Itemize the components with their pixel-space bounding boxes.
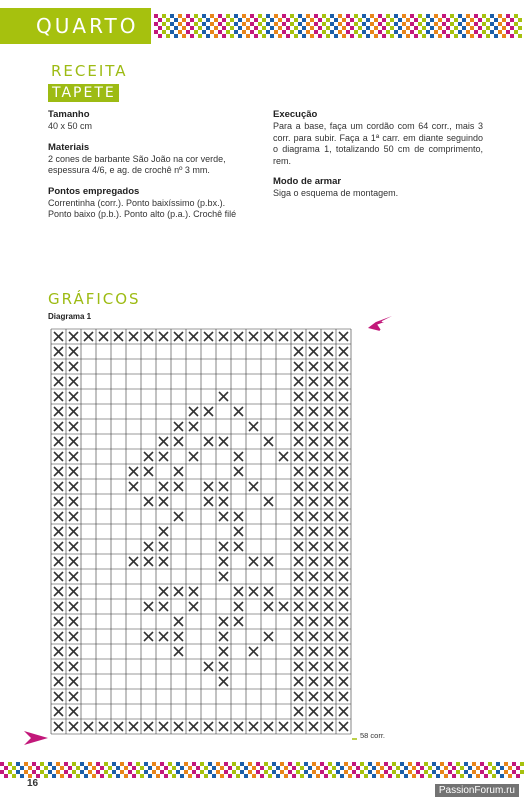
filled-cell <box>219 512 228 521</box>
filled-cell <box>69 452 78 461</box>
filled-cell <box>69 467 78 476</box>
filled-cell <box>189 602 198 611</box>
filled-cell <box>294 587 303 596</box>
filled-cell <box>54 392 63 401</box>
filled-cell <box>54 497 63 506</box>
pontos-heading: Pontos empregados <box>48 185 140 197</box>
filled-cell <box>219 647 228 656</box>
filled-cell <box>324 632 333 641</box>
filled-cell <box>309 362 318 371</box>
filled-cell <box>219 617 228 626</box>
filled-cell <box>69 602 78 611</box>
filled-cell <box>339 437 348 446</box>
filled-cell <box>309 617 318 626</box>
filled-cell <box>339 362 348 371</box>
filled-cell <box>69 587 78 596</box>
filled-cell <box>309 482 318 491</box>
filled-cell <box>144 632 153 641</box>
modo-heading: Modo de armar <box>273 176 342 187</box>
filled-cell <box>324 677 333 686</box>
filled-cell <box>294 677 303 686</box>
filled-cell <box>294 512 303 521</box>
filled-cell <box>339 392 348 401</box>
filled-cell <box>279 332 288 341</box>
filled-cell <box>114 332 123 341</box>
filled-cell <box>204 437 213 446</box>
filled-cell <box>339 557 348 566</box>
filled-cell <box>84 722 93 731</box>
filled-cell <box>339 422 348 431</box>
filled-cell <box>339 722 348 731</box>
filled-cell <box>54 452 63 461</box>
filled-cell <box>159 437 168 446</box>
filled-cell <box>219 677 228 686</box>
filled-cell <box>339 662 348 671</box>
filled-cell <box>219 662 228 671</box>
filled-cell <box>264 557 273 566</box>
filled-cell <box>204 407 213 416</box>
filled-cell <box>69 497 78 506</box>
filled-cell <box>54 377 63 386</box>
filled-cell <box>339 512 348 521</box>
filled-cell <box>69 482 78 491</box>
filled-cell <box>234 587 243 596</box>
filled-cell <box>54 662 63 671</box>
filled-cell <box>189 422 198 431</box>
filled-cell <box>174 512 183 521</box>
filled-cell <box>129 467 138 476</box>
filled-cell <box>324 512 333 521</box>
filled-cell <box>69 392 78 401</box>
recipe-subtitle: TAPETE <box>48 84 119 102</box>
filled-cell <box>339 602 348 611</box>
filled-cell <box>339 527 348 536</box>
filled-cell <box>309 692 318 701</box>
filled-cell <box>339 677 348 686</box>
filled-cell <box>249 557 258 566</box>
filled-cell <box>249 482 258 491</box>
filled-cell <box>234 467 243 476</box>
materiais-text: 2 cones de barbante São João na cor verde, espessura 4/6, e ag. de crochê nº 3 mm. <box>48 153 226 175</box>
filled-cell <box>189 332 198 341</box>
filled-cell <box>159 542 168 551</box>
filled-cell <box>54 482 63 491</box>
filled-cell <box>54 512 63 521</box>
filled-cell <box>234 722 243 731</box>
tamanho-heading: Tamanho <box>48 109 90 120</box>
filled-cell <box>174 467 183 476</box>
filled-cell <box>309 677 318 686</box>
filled-cell <box>144 602 153 611</box>
filled-cell <box>234 542 243 551</box>
corr-label: 58 corr. <box>360 731 386 740</box>
filled-cell <box>324 692 333 701</box>
filled-cell <box>69 692 78 701</box>
filled-cell <box>279 452 288 461</box>
filled-cell <box>294 422 303 431</box>
filled-cell <box>69 647 78 656</box>
filled-cell <box>54 707 63 716</box>
filled-cell <box>324 647 333 656</box>
filled-cell <box>309 377 318 386</box>
filled-cell <box>309 332 318 341</box>
filled-cell <box>264 722 273 731</box>
filled-cell <box>219 557 228 566</box>
filled-cell <box>294 452 303 461</box>
filled-cell <box>339 707 348 716</box>
filled-cell <box>309 512 318 521</box>
filled-cell <box>309 467 318 476</box>
filled-cell <box>159 722 168 731</box>
filled-cell <box>339 617 348 626</box>
modo-text: Siga o esquema de montagem. <box>273 188 399 198</box>
filled-cell <box>219 572 228 581</box>
filled-cell <box>189 722 198 731</box>
execucao-text: Para a base, faça um cordão com 64 corr., mais 3 corr. para subir. Faça a 1ª carr. em diante seguindo o diagrama 1, totalizando 50 cm de comprimento, rem. <box>273 121 483 166</box>
filled-cell <box>159 497 168 506</box>
filled-cell <box>339 377 348 386</box>
filled-cell <box>204 482 213 491</box>
filled-cell <box>309 722 318 731</box>
tamanho-text: 40 x 50 cm <box>48 121 93 131</box>
filled-cell <box>309 452 318 461</box>
filled-cell <box>234 512 243 521</box>
filled-cell <box>54 602 63 611</box>
filled-cell <box>324 587 333 596</box>
filled-cell <box>264 437 273 446</box>
filled-cell <box>234 617 243 626</box>
filled-cell <box>249 332 258 341</box>
filled-cell <box>309 392 318 401</box>
filled-cell <box>339 452 348 461</box>
filled-cell <box>324 332 333 341</box>
filled-cell <box>69 617 78 626</box>
filled-cell <box>294 377 303 386</box>
filled-cell <box>54 617 63 626</box>
filled-cell <box>324 557 333 566</box>
filled-cell <box>189 452 198 461</box>
filled-cell <box>309 407 318 416</box>
filled-cell <box>339 647 348 656</box>
arrow-marker-top-icon <box>368 316 392 331</box>
filled-cell <box>234 332 243 341</box>
filled-cell <box>309 422 318 431</box>
filled-cell <box>339 332 348 341</box>
filled-cell <box>204 497 213 506</box>
filled-cell <box>324 527 333 536</box>
checker-square <box>520 774 524 778</box>
filled-cell <box>309 647 318 656</box>
filled-cell <box>249 647 258 656</box>
filled-cell <box>174 587 183 596</box>
filled-cell <box>219 482 228 491</box>
filled-cell <box>309 662 318 671</box>
pontos-line-2: Ponto baixo (p.b.). Ponto alto (p.a.). Crochê filé <box>48 209 237 219</box>
filled-cell <box>144 557 153 566</box>
filled-cell <box>324 467 333 476</box>
filled-cell <box>309 572 318 581</box>
filled-cell <box>204 332 213 341</box>
filled-cell <box>219 392 228 401</box>
filled-cell <box>279 722 288 731</box>
filled-cell <box>339 542 348 551</box>
filled-cell <box>249 587 258 596</box>
watermark: PassionForum.ru <box>435 784 519 797</box>
filled-cell <box>189 587 198 596</box>
filled-cell <box>219 437 228 446</box>
filled-cell <box>219 542 228 551</box>
filled-cell <box>129 557 138 566</box>
filled-cell <box>339 482 348 491</box>
filled-cell <box>69 437 78 446</box>
filled-cell <box>54 362 63 371</box>
filled-cell <box>69 347 78 356</box>
filled-cell <box>339 467 348 476</box>
filled-cell <box>69 632 78 641</box>
page-number: 16 <box>27 778 39 789</box>
filled-cell <box>69 557 78 566</box>
checker-border-bottom <box>0 762 524 778</box>
filled-cell <box>54 647 63 656</box>
filled-cell <box>324 347 333 356</box>
filled-cell <box>324 362 333 371</box>
filled-cell <box>54 527 63 536</box>
filled-cell <box>69 662 78 671</box>
filled-cell <box>309 707 318 716</box>
filled-cell <box>249 422 258 431</box>
filled-cell <box>69 722 78 731</box>
filled-cell <box>294 527 303 536</box>
filled-cell <box>324 392 333 401</box>
filled-cell <box>309 527 318 536</box>
filled-cell <box>129 332 138 341</box>
filled-cell <box>144 467 153 476</box>
filled-cell <box>324 617 333 626</box>
recipe-title: RECEITA <box>51 62 128 80</box>
filled-cell <box>204 662 213 671</box>
filled-cell <box>339 407 348 416</box>
filled-cell <box>279 602 288 611</box>
filled-cell <box>69 527 78 536</box>
filled-cell <box>174 422 183 431</box>
filled-cell <box>294 647 303 656</box>
filled-cell <box>174 722 183 731</box>
filled-cell <box>294 722 303 731</box>
filled-cell <box>324 407 333 416</box>
filled-cell <box>294 362 303 371</box>
filled-cell <box>264 632 273 641</box>
arrow-marker-bottom-icon <box>24 731 48 745</box>
filled-cell <box>294 707 303 716</box>
filled-cell <box>294 347 303 356</box>
filled-cell <box>144 722 153 731</box>
filled-cell <box>54 542 63 551</box>
filled-cell <box>309 347 318 356</box>
filled-cell <box>54 692 63 701</box>
filled-cell <box>309 587 318 596</box>
filled-cell <box>204 722 213 731</box>
filled-cell <box>219 632 228 641</box>
filled-cell <box>264 587 273 596</box>
pontos-line-1: Correntinha (corr.). Ponto baixíssimo (p.bx.). <box>48 197 226 208</box>
filled-cell <box>234 407 243 416</box>
filled-cell <box>324 452 333 461</box>
filled-cell <box>69 407 78 416</box>
filled-cell <box>54 722 63 731</box>
filled-cell <box>234 602 243 611</box>
filled-cell <box>219 332 228 341</box>
filled-cell <box>219 497 228 506</box>
filled-cell <box>159 602 168 611</box>
filled-cell <box>69 677 78 686</box>
filled-cell <box>324 602 333 611</box>
filled-cell <box>69 707 78 716</box>
filled-cell <box>339 692 348 701</box>
filled-cell <box>159 557 168 566</box>
filled-cell <box>294 632 303 641</box>
filled-cell <box>129 722 138 731</box>
filled-cell <box>294 572 303 581</box>
filled-cell <box>339 572 348 581</box>
filled-cell <box>54 587 63 596</box>
filled-cell <box>174 437 183 446</box>
diagram-label: Diagrama 1 <box>48 312 92 321</box>
filled-cell <box>54 677 63 686</box>
filled-cell <box>144 332 153 341</box>
filled-cell <box>69 512 78 521</box>
filled-cell <box>159 452 168 461</box>
filled-cell <box>294 692 303 701</box>
filled-cell <box>309 557 318 566</box>
filled-cell <box>339 497 348 506</box>
filled-cell <box>174 332 183 341</box>
materiais-heading: Materiais <box>48 141 90 153</box>
filled-cell <box>69 422 78 431</box>
filled-cell <box>294 602 303 611</box>
filled-cell <box>54 422 63 431</box>
filled-cell <box>189 407 198 416</box>
filled-cell <box>324 497 333 506</box>
filled-cell <box>234 527 243 536</box>
filled-cell <box>324 572 333 581</box>
filled-cell <box>69 377 78 386</box>
filled-cell <box>99 722 108 731</box>
filled-cell <box>294 662 303 671</box>
filled-cell <box>144 497 153 506</box>
filled-cell <box>309 437 318 446</box>
filled-cell <box>294 437 303 446</box>
filled-cell <box>174 617 183 626</box>
filled-cell <box>294 542 303 551</box>
filled-cell <box>294 407 303 416</box>
filled-cell <box>324 662 333 671</box>
filled-cell <box>54 557 63 566</box>
filled-cell <box>264 497 273 506</box>
filled-cell <box>144 452 153 461</box>
filled-cell <box>54 572 63 581</box>
filled-cell <box>174 482 183 491</box>
filled-cell <box>294 392 303 401</box>
filled-cell <box>309 542 318 551</box>
filled-cell <box>294 557 303 566</box>
filled-cell <box>324 437 333 446</box>
filled-cell <box>159 527 168 536</box>
filled-cell <box>294 482 303 491</box>
filled-cell <box>324 542 333 551</box>
filled-cell <box>69 332 78 341</box>
filled-cell <box>324 377 333 386</box>
filled-cell <box>309 632 318 641</box>
filled-cell <box>174 647 183 656</box>
filled-cell <box>324 722 333 731</box>
filled-cell <box>234 452 243 461</box>
filled-cell <box>264 332 273 341</box>
filled-cell <box>339 347 348 356</box>
filled-cell <box>324 482 333 491</box>
filled-cell <box>249 722 258 731</box>
filled-cell <box>54 437 63 446</box>
filled-cell <box>309 497 318 506</box>
filled-cell <box>159 482 168 491</box>
filled-cell <box>54 332 63 341</box>
filled-cell <box>294 617 303 626</box>
filled-cell <box>174 632 183 641</box>
filled-cell <box>84 332 93 341</box>
filled-cell <box>114 722 123 731</box>
filled-cell <box>309 602 318 611</box>
filled-cell <box>339 632 348 641</box>
filled-cell <box>54 632 63 641</box>
filled-cell <box>294 332 303 341</box>
filled-cell <box>54 407 63 416</box>
filled-cell <box>129 482 138 491</box>
filled-cell <box>294 497 303 506</box>
filled-cell <box>69 362 78 371</box>
filled-cell <box>324 707 333 716</box>
graficos-title: GRÁFICOS <box>48 290 141 308</box>
filled-cell <box>324 422 333 431</box>
filled-cell <box>69 572 78 581</box>
execucao-heading: Execução <box>273 109 318 120</box>
filled-cell <box>264 602 273 611</box>
filled-cell <box>54 467 63 476</box>
filled-cell <box>339 587 348 596</box>
page-title: QUARTO <box>36 14 139 38</box>
filled-cell <box>219 722 228 731</box>
filled-cell <box>159 332 168 341</box>
filled-cell <box>159 587 168 596</box>
filled-cell <box>99 332 108 341</box>
filled-cell <box>54 347 63 356</box>
filled-cell <box>159 632 168 641</box>
filled-cell <box>294 467 303 476</box>
filled-cell <box>69 542 78 551</box>
filled-cell <box>144 542 153 551</box>
